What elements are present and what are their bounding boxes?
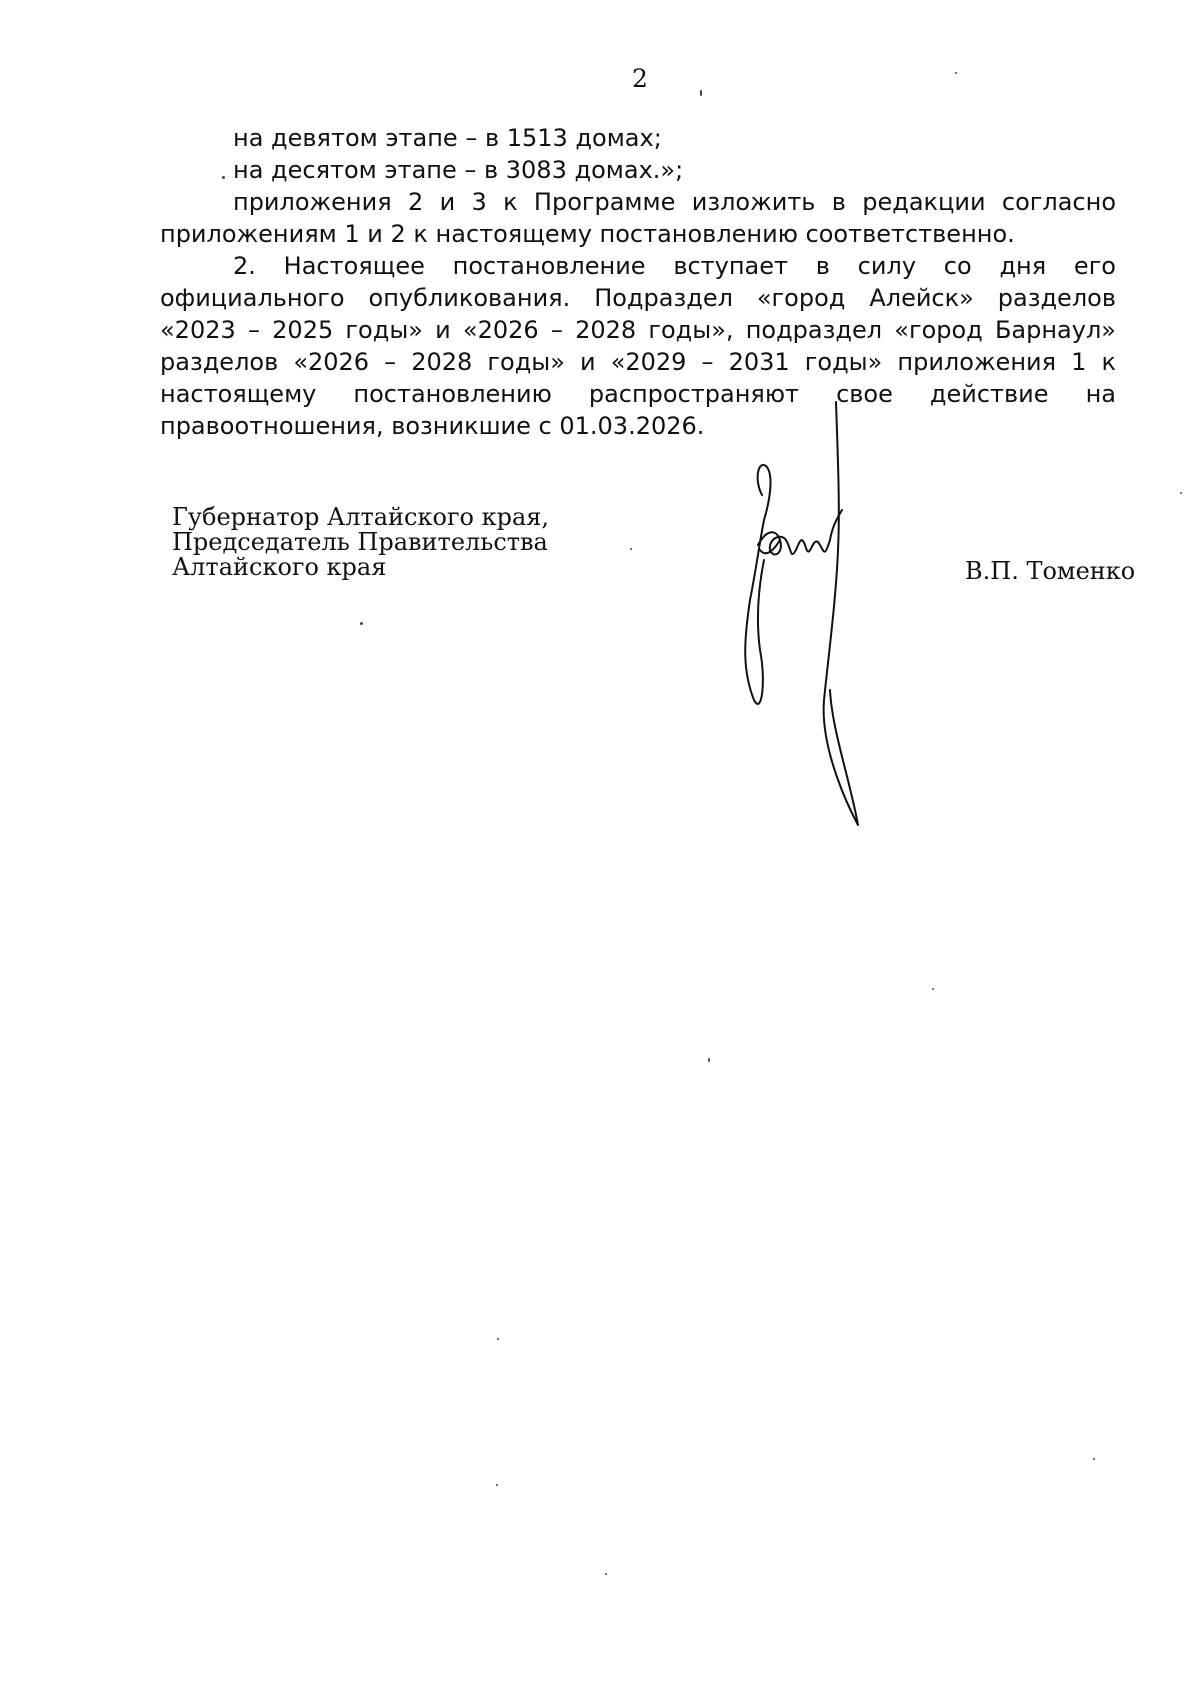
scan-speck xyxy=(1093,1458,1095,1460)
signatory-name: В.П. Томенко xyxy=(965,557,1136,585)
scan-speck xyxy=(708,1058,710,1062)
page-number: 2 xyxy=(632,64,648,93)
scan-speck xyxy=(955,72,957,74)
scan-speck xyxy=(222,176,225,179)
scan-speck xyxy=(932,988,934,990)
scan-speck xyxy=(497,1338,499,1340)
stage-ten-line: на десятом этапе – в 3083 домах.»; xyxy=(233,156,684,184)
position-line-region: Алтайского края xyxy=(172,553,387,581)
position-line-governor: Губернатор Алтайского края, xyxy=(172,503,550,531)
signatory-position xyxy=(172,505,549,580)
stage-nine-line: на девятом этапе – в 1513 домах; xyxy=(233,124,662,152)
handwritten-signature xyxy=(740,400,940,830)
position-line-chairman: Председатель Правительства xyxy=(172,528,548,556)
effective-date-paragraph: 2. Настоящее постановление вступает в силу со дня его официального опубликования. Подраздел «город Алейск» разделов «2023 – 2025 годы» и «2026 – 2028 годы», подраздел «город Барнаул» разделов «2026 – 2028 годы» и «2029 – 2031 годы» приложения 1 к настоящему постановлению распространяют свое действие на правоотношения, возникшие с 01.03.2026. xyxy=(160,252,1116,440)
scan-speck xyxy=(360,622,363,625)
scan-speck xyxy=(630,548,632,550)
scan-speck xyxy=(1180,492,1182,494)
scan-speck xyxy=(496,1484,498,1486)
appendix-paragraph: приложения 2 и 3 к Программе изложить в редакции согласно приложениям 1 и 2 к настоящему постановлению соответственно. xyxy=(160,188,1116,248)
scan-speck xyxy=(605,1573,607,1575)
document-body xyxy=(160,122,1116,442)
scan-speck xyxy=(700,90,702,96)
